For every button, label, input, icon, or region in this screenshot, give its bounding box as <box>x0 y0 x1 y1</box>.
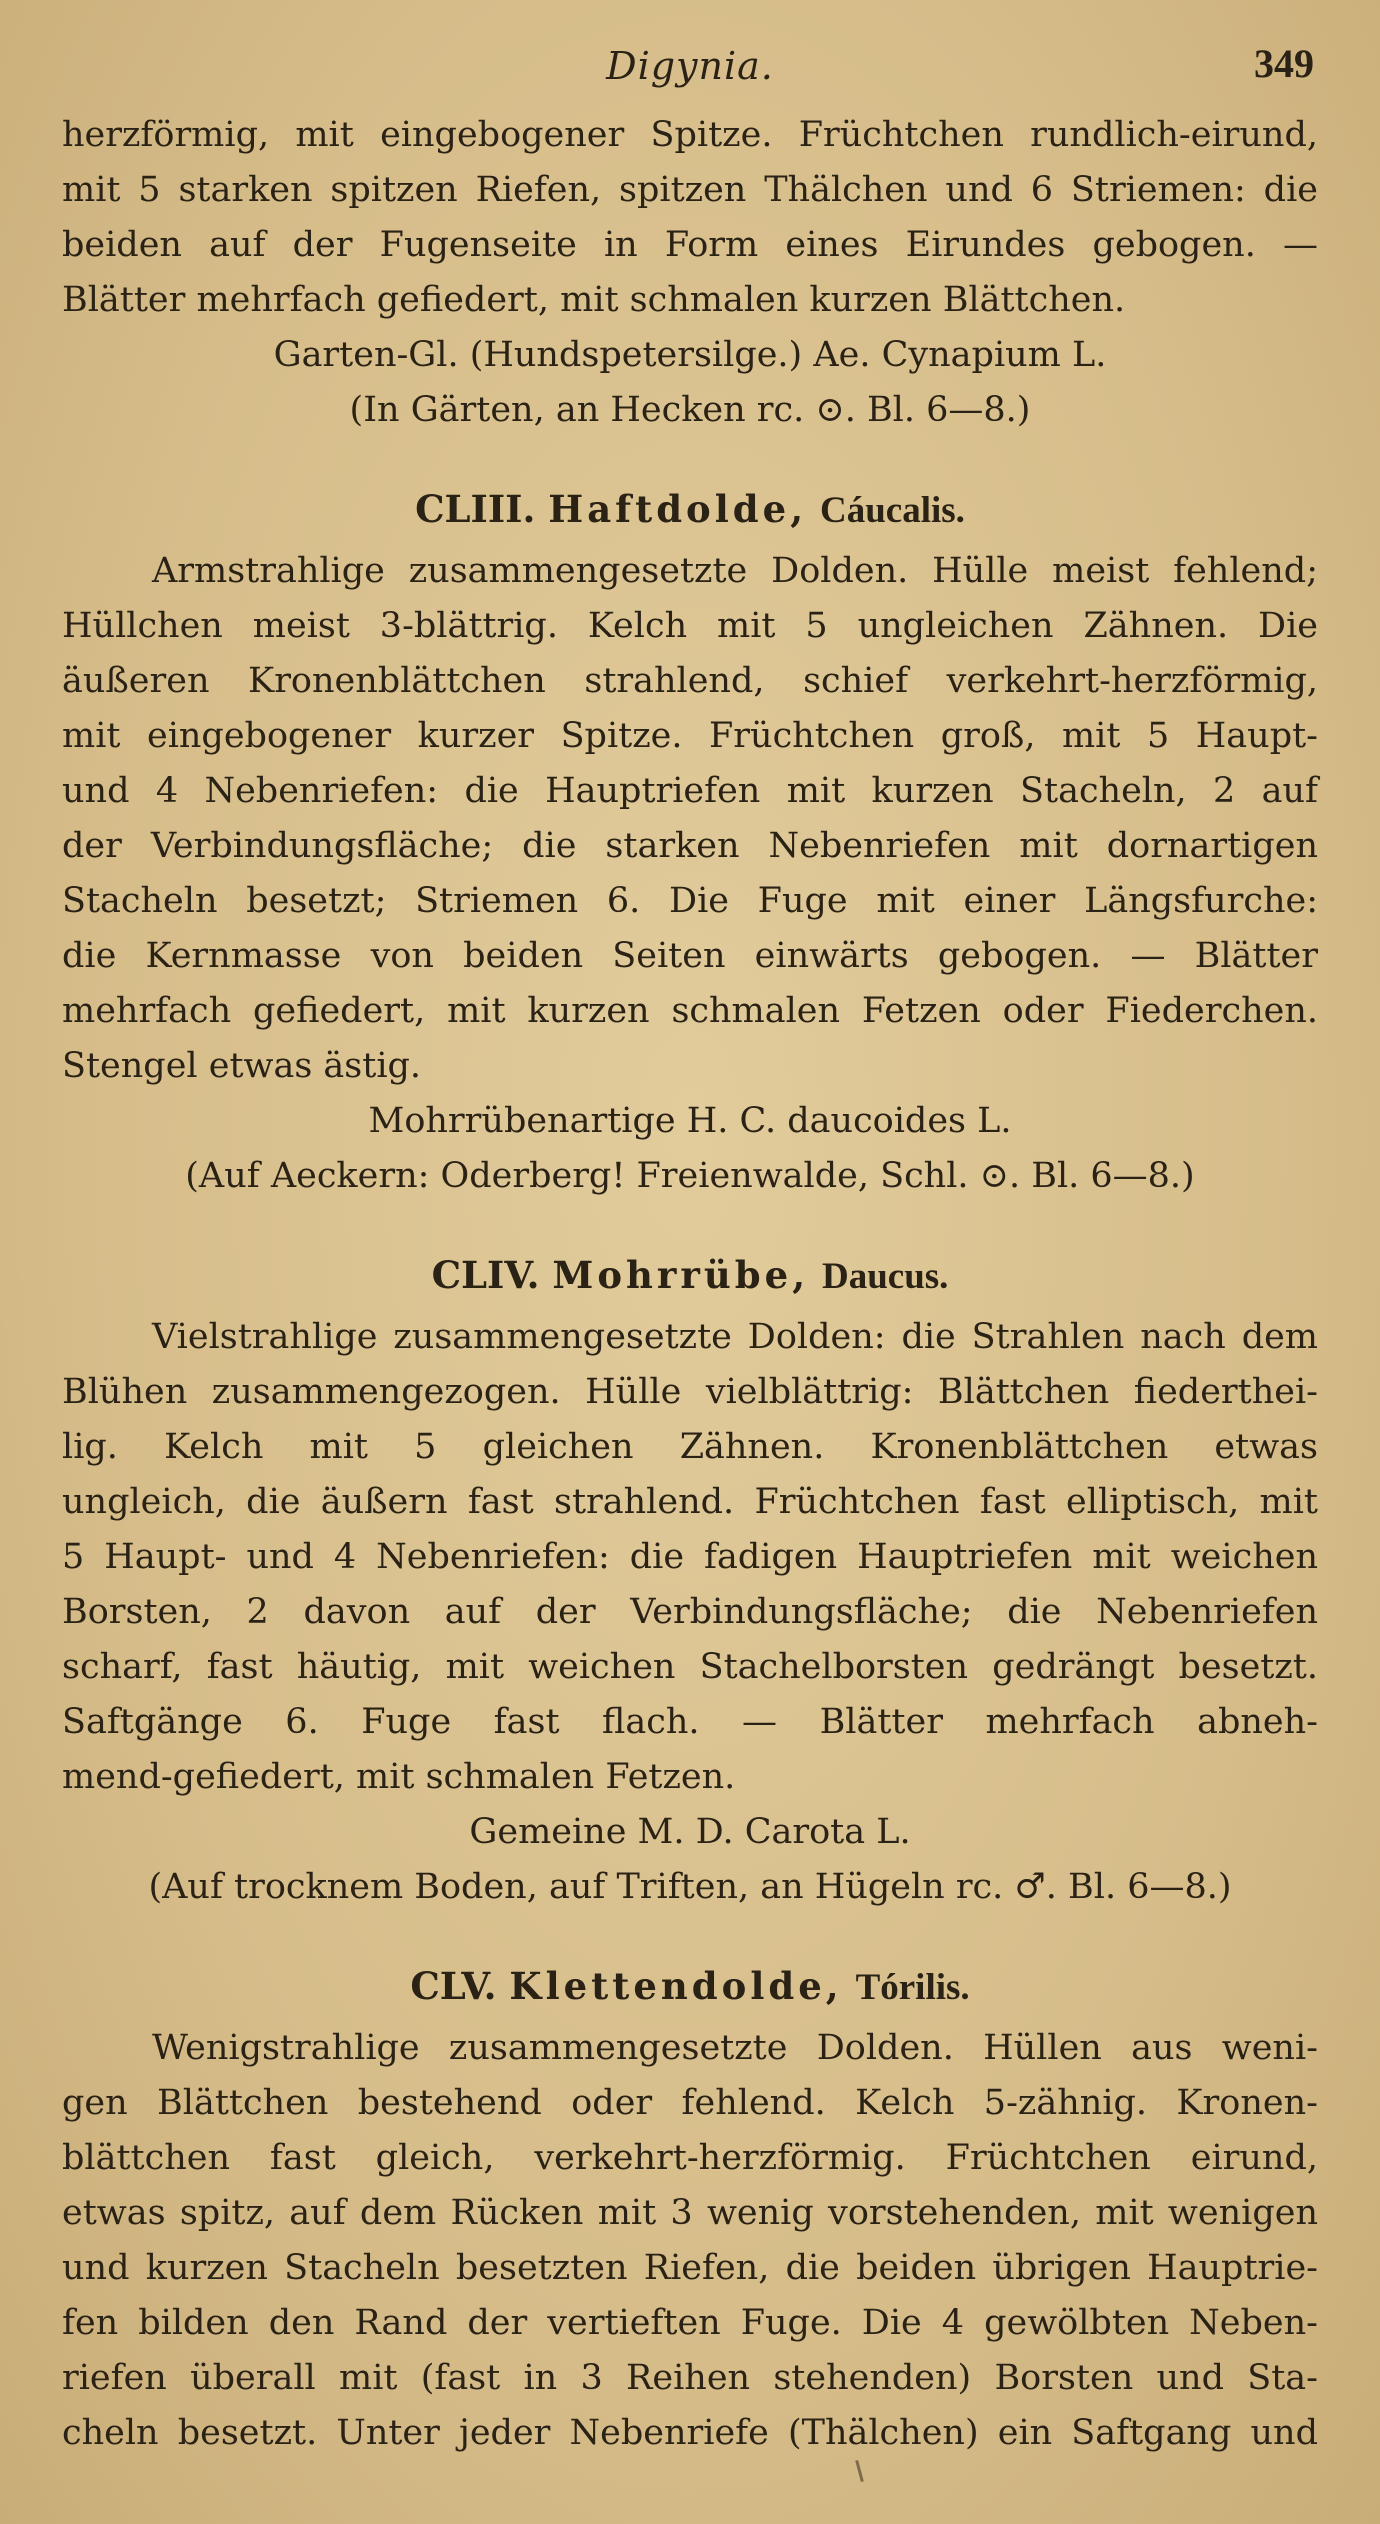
ink-speck <box>855 2460 864 2482</box>
text-line: scharf, fast häutig, mit weichen Stachelborsten gedrängt besetzt. <box>62 1647 1318 1687</box>
text-line: etwas spitz, auf dem Rücken mit 3 wenig vorstehenden, mit wenigen <box>62 2193 1318 2233</box>
text-line: Blühen zusammengezogen. Hülle vielblättrig: Blättchen fiederthei- <box>62 1372 1318 1412</box>
text-line: mend-gefiedert, mit schmalen Fetzen. <box>62 1757 736 1797</box>
text-line: Armstrahlige zusammengesetzte Dolden. Hülle meist fehlend; <box>152 551 1318 591</box>
text-line: Stengel etwas ästig. <box>62 1046 422 1086</box>
text-line: mit 5 starken spitzen Riefen, spitzen Thälchen und 6 Striemen: die <box>62 170 1318 210</box>
text-line: Vielstrahlige zusammengesetzte Dolden: die Strahlen nach dem <box>152 1317 1318 1357</box>
text-line: der Verbindungsfläche; die starken Nebenriefen mit dornartigen <box>62 826 1318 866</box>
text-line: Blätter mehrfach gefiedert, mit schmalen kurzen Blättchen. <box>62 280 1126 320</box>
text-line: Saftgänge 6. Fuge fast flach. — Blätter mehrfach abneh- <box>62 1702 1318 1742</box>
genus-name: Mohrrübe, <box>552 1253 810 1297</box>
genus-latin-name: Daucus. <box>821 1256 949 1297</box>
genus-name: Haftdolde, <box>548 487 808 531</box>
text-line: herzförmig, mit eingebogener Spitze. Früchtchen rundlich-eirund, <box>62 115 1318 155</box>
genus-description-clv <box>62 2021 1318 2461</box>
genus-heading-cliv <box>62 1248 1318 1304</box>
text-line: lig. Kelch mit 5 gleichen Zähnen. Kronenblättchen etwas <box>62 1427 1318 1467</box>
text-line: Wenigstrahlige zusammengesetzte Dolden. Hüllen aus weni- <box>152 2028 1318 2068</box>
genus-description-cliv <box>62 1310 1318 1805</box>
page-number: 349 <box>1254 41 1314 86</box>
text-line: und kurzen Stacheln besetzten Riefen, die beiden übrigen Hauptrie- <box>62 2248 1318 2288</box>
text-line: äußeren Kronenblättchen strahlend, schief verkehrt-herzförmig, <box>62 661 1318 701</box>
genus-heading-clv <box>62 1959 1318 2015</box>
species-entry: Garten-Gl. (Hundspetersilge.) Ae. Cynapium L. <box>273 335 1107 375</box>
continuation-paragraph <box>62 108 1318 328</box>
genus-latin-name: Cáucalis. <box>819 490 965 531</box>
genus-number: CLIV. <box>431 1253 540 1297</box>
habitat-note: (Auf trocknem Boden, auf Triften, an Hügeln rc. ♂. Bl. 6—8.) <box>148 1867 1232 1907</box>
species-entry: Gemeine M. D. Carota L. <box>469 1812 911 1852</box>
text-line: und 4 Nebenriefen: die Hauptriefen mit kurzen Stacheln, 2 auf <box>62 771 1318 811</box>
text-line: 5 Haupt- und 4 Nebenriefen: die fadigen Hauptriefen mit weichen <box>62 1537 1318 1577</box>
text-line: mehrfach gefiedert, mit kurzen schmalen Fetzen oder Fiederchen. <box>62 991 1318 1031</box>
genus-name: Klettendolde, <box>509 1964 843 2008</box>
text-line: die Kernmasse von beiden Seiten einwärts gebogen. — Blätter <box>62 936 1318 976</box>
genus-latin-name: Tórilis. <box>855 1967 970 2008</box>
text-line: mit eingebogener kurzer Spitze. Früchtchen groß, mit 5 Haupt- <box>62 716 1318 756</box>
text-line: Hüllchen meist 3-blättrig. Kelch mit 5 ungleichen Zähnen. Die <box>62 606 1318 646</box>
text-line: Borsten, 2 davon auf der Verbindungsfläche; die Nebenriefen <box>62 1592 1318 1632</box>
habitat-note: (Auf Aeckern: Oderberg! Freienwalde, Schl. ⊙. Bl. 6—8.) <box>185 1156 1195 1196</box>
text-line: fen bilden den Rand der vertieften Fuge. Die 4 gewölbten Neben- <box>62 2303 1318 2343</box>
species-entry: Mohrrübenartige H. C. daucoides L. <box>368 1101 1012 1141</box>
genus-number: CLV. <box>410 1964 497 2008</box>
text-line: riefen überall mit (fast in 3 Reihen stehenden) Borsten und Sta- <box>62 2358 1318 2398</box>
text-line: beiden auf der Fugenseite in Form eines Eirundes gebogen. — <box>62 225 1318 265</box>
genus-number: CLIII. <box>415 487 536 531</box>
genus-heading-cliii <box>62 482 1318 538</box>
genus-description-cliii <box>62 544 1318 1094</box>
page-header <box>62 41 1318 96</box>
text-line: blättchen fast gleich, verkehrt-herzförmig. Früchtchen eirund, <box>62 2138 1318 2178</box>
running-head: Digynia. <box>606 44 774 88</box>
text-line: gen Blättchen bestehend oder fehlend. Kelch 5-zähnig. Kronen- <box>62 2083 1318 2123</box>
text-line: Stacheln besetzt; Striemen 6. Die Fuge mit einer Längsfurche: <box>62 881 1318 921</box>
text-line: cheln besetzt. Unter jeder Nebenriefe (Thälchen) ein Saftgang und <box>62 2413 1318 2453</box>
text-line: ungleich, die äußern fast strahlend. Früchtchen fast elliptisch, mit <box>62 1482 1318 1522</box>
habitat-note: (In Gärten, an Hecken rc. ⊙. Bl. 6—8.) <box>349 390 1031 430</box>
